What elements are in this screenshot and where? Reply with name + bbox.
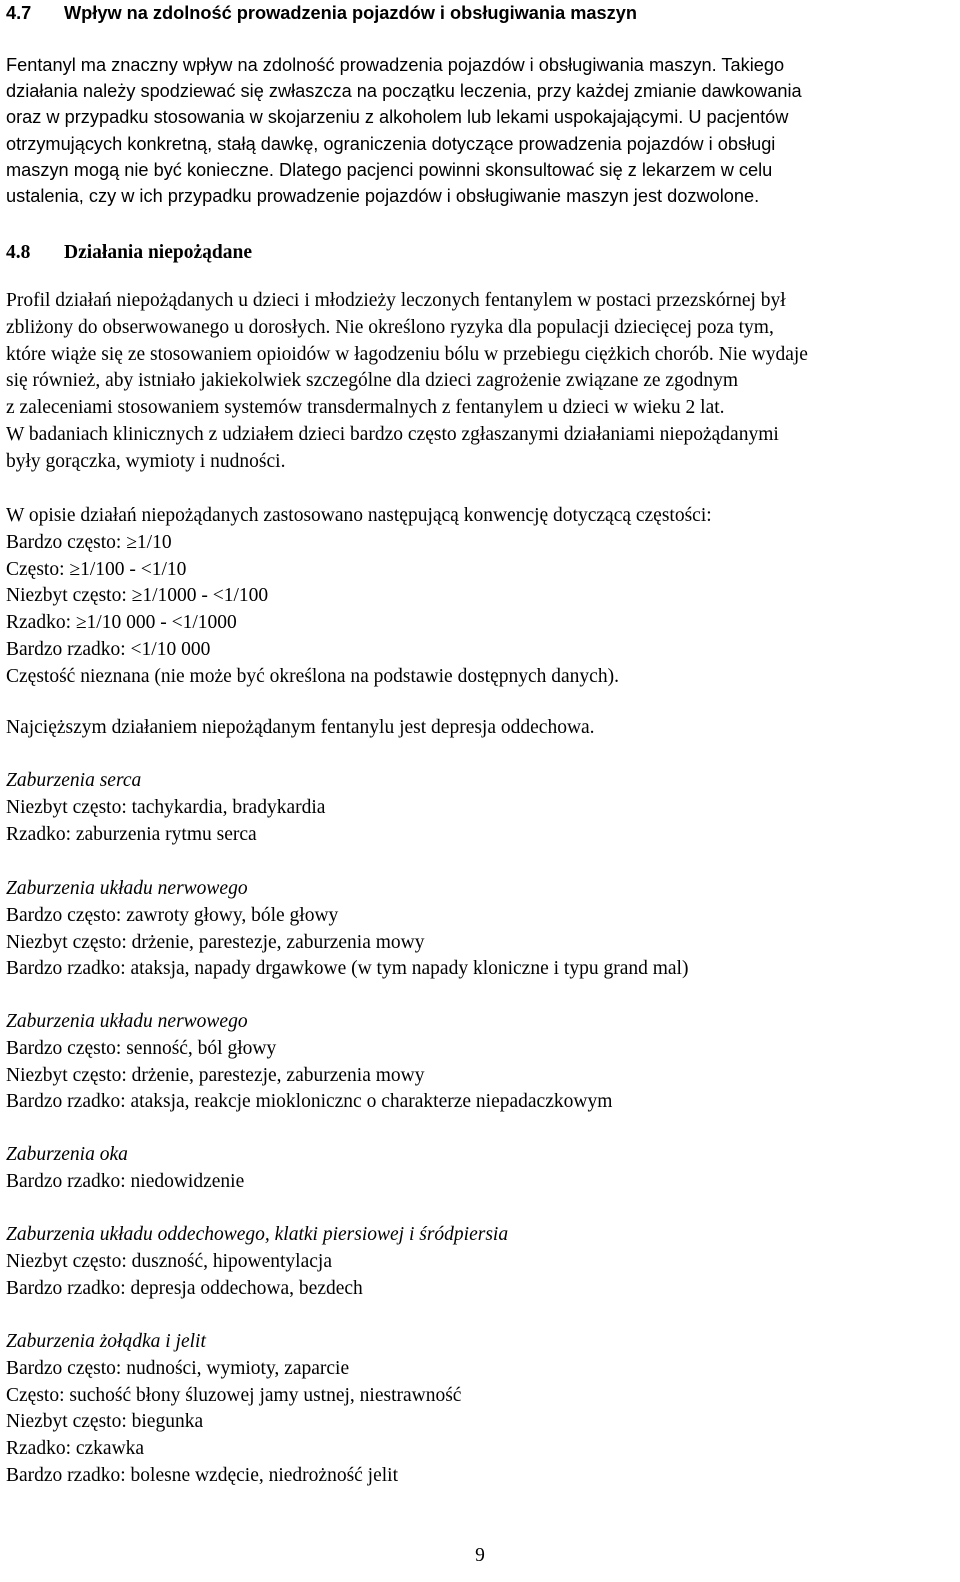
soc-title: Zaburzenia układu oddechowego, klatki piersiowej i śródpiersia (6, 1224, 509, 1245)
soc-title: Zaburzenia serca (6, 770, 142, 791)
soc-item: Bardzo często: nudności, wymioty, zaparcie (6, 1357, 350, 1379)
paragraph-line: działania należy spodziewać się zwłaszcza na początku leczenia, przy każdej zmianie dawkowania (6, 81, 802, 102)
soc-item: Bardzo rzadko: ataksja, napady drgawkowe (w tym napady kloniczne i typu grand mal) (6, 958, 689, 980)
page-number: 9 (475, 1545, 485, 1566)
paragraph-line: Najcięższym działaniem niepożądanym fentanylu jest depresja oddechowa. (6, 717, 595, 738)
frequency-rare: Rzadko: ≥1/10 000 - <1/1000 (6, 612, 237, 634)
soc-title: Zaburzenia układu nerwowego (6, 1011, 248, 1032)
section-4-8-number: 4.8 (6, 242, 31, 263)
frequency-unknown: Częstość nieznana (nie może być określona na podstawie dostępnych danych). (6, 665, 619, 687)
paragraph-line: z zaleceniami stosowaniem systemów transdermalnych z fentanylem u dzieci w wieku 2 lat. (6, 397, 725, 419)
soc-item: Niezbyt często: duszność, hipowentylacja (6, 1250, 332, 1272)
soc-item: Bardzo często: senność, ból głowy (6, 1037, 277, 1059)
frequency-convention (6, 503, 712, 691)
paragraph-line: się również, aby istniało jakiekolwiek szczególne dla dzieci zagrożenie związane ze zgodnym (6, 370, 739, 392)
section-4-8-title: Działania niepożądane (64, 242, 252, 263)
soc-item: Niezbyt często: drżenie, parestezje, zaburzenia mowy (6, 1064, 425, 1086)
soc-title: Zaburzenia oka (6, 1144, 128, 1165)
soc-item: Bardzo rzadko: bolesne wzdęcie, niedrożność jelit (6, 1464, 399, 1486)
paragraph-line: maszyn mogą nie być konieczne. Dlatego pacjenci powinni skonsultować się z lekarzem w celu (6, 159, 773, 180)
soc-item: Bardzo często: zawroty głowy, bóle głowy (6, 904, 339, 926)
section-4-8-heading (6, 240, 252, 267)
soc-item: Bardzo rzadko: ataksja, reakcje mioklonicznc o charakterze niepadaczkowym (6, 1091, 613, 1113)
soc-title: Zaburzenia układu nerwowego (6, 878, 248, 899)
pediatric-profile-paragraph (6, 288, 808, 476)
soc-group-respiratory (6, 1222, 508, 1302)
soc-item: Bardzo rzadko: niedowidzenie (6, 1170, 245, 1192)
soc-group-nervous-2 (6, 1009, 612, 1116)
soc-group-eye (6, 1142, 244, 1196)
frequency-very-common: Bardzo często: ≥1/10 (6, 531, 172, 553)
section-4-7-heading (6, 0, 637, 26)
paragraph-line: otrzymujących konkretną, stałą dawkę, ograniczenia dotyczące prowadzenia pojazdów i obsługi (6, 133, 776, 154)
soc-group-nervous-1 (6, 876, 688, 983)
paragraph-line: zbliżony do obserwowanego u dorosłych. Nie określono ryzyka dla populacji dziecięcej poza tym, (6, 316, 774, 338)
soc-item: Niezbyt często: drżenie, parestezje, zaburzenia mowy (6, 931, 425, 953)
soc-item: Rzadko: zaburzenia rytmu serca (6, 823, 257, 845)
frequency-very-rare: Bardzo rzadko: <1/10 000 (6, 638, 211, 660)
section-4-7-title: Wpływ na zdolność prowadzenia pojazdów i obsługiwania maszyn (64, 3, 637, 23)
soc-item: Niezbyt często: tachykardia, bradykardia (6, 796, 326, 818)
paragraph-line: ustalenia, czy w ich przypadku prowadzenie pojazdów i obsługiwanie maszyn jest dozwolone. (6, 186, 760, 207)
paragraph-line: oraz w przypadku stosowania w skojarzeniu z alkoholem lub lekami uspokajającymi. U pacjentów (6, 107, 789, 128)
soc-item: Niezbyt często: biegunka (6, 1411, 204, 1433)
paragraph-line: Fentanyl ma znaczny wpływ na zdolność prowadzenia pojazdów i obsługiwania maszyn. Takiego (6, 55, 785, 75)
paragraph-line: które wiąże się ze stosowaniem opioidów w łagodzeniu bólu w przebiegu ciężkich chorób. Nie wydaje (6, 343, 808, 365)
section-4-7-number: 4.7 (6, 3, 32, 23)
paragraph-line: były gorączka, wymioty i nudności. (6, 450, 286, 472)
soc-title: Zaburzenia żołądka i jelit (6, 1331, 206, 1352)
soc-item: Często: suchość błony śluzowej jamy ustnej, niestrawność (6, 1384, 462, 1406)
paragraph-line: W badaniach klinicznych z udziałem dzieci bardzo często zgłaszanymi działaniami niepożądanymi (6, 423, 779, 445)
soc-group-gastrointestinal (6, 1329, 461, 1490)
frequency-uncommon: Niezbyt często: ≥1/1000 - <1/100 (6, 585, 269, 607)
soc-item: Rzadko: czkawka (6, 1438, 145, 1460)
convention-intro: W opisie działań niepożądanych zastosowano następującą konwencję dotyczącą częstości: (6, 505, 712, 526)
soc-item: Bardzo rzadko: depresja oddechowa, bezdech (6, 1277, 363, 1299)
section-4-7-body (6, 52, 802, 209)
frequency-common: Często: ≥1/100 - <1/10 (6, 558, 187, 580)
soc-group-cardiac (6, 768, 325, 848)
paragraph-line: Profil działań niepożądanych u dzieci i młodzieży leczonych fentanylem w postaci przezskórnej był (6, 290, 786, 311)
severe-reaction-sentence (6, 715, 595, 742)
